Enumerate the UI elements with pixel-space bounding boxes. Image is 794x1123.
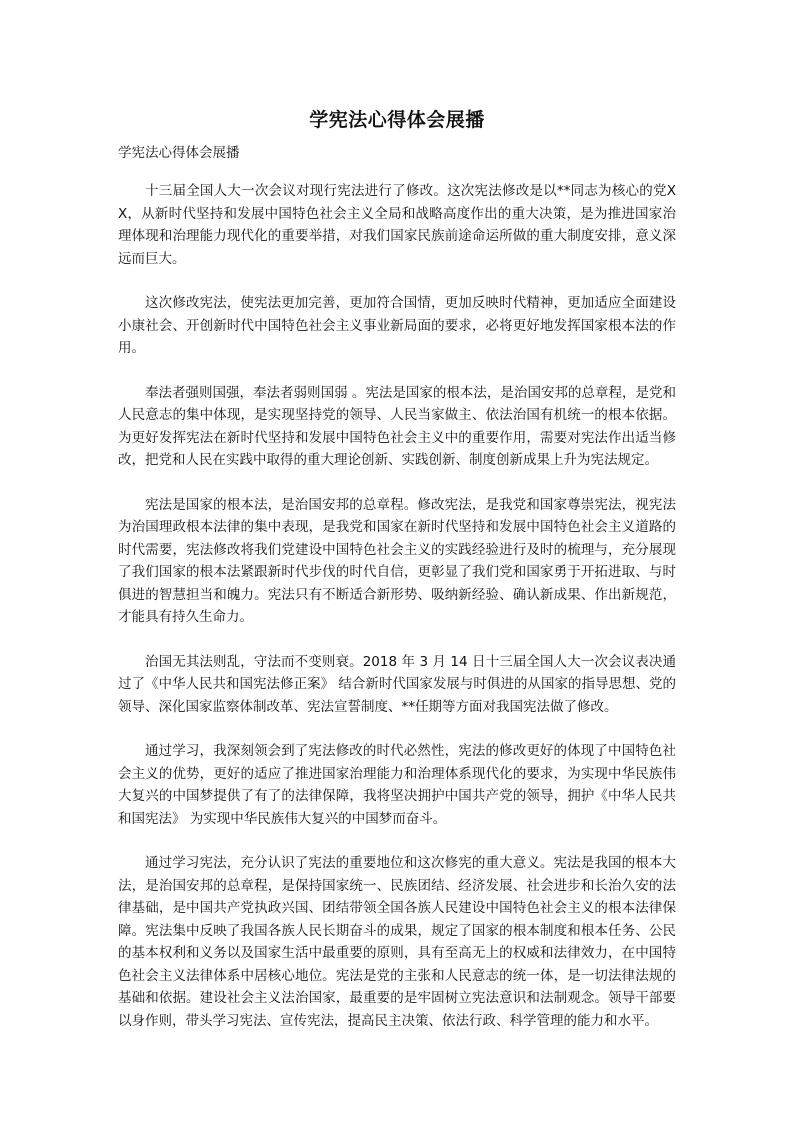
paragraph: 这次修改宪法，使宪法更加完善，更加符合国情，更加反映时代精神，更加适应全面建设小康社会、开创新时代中国特色社会主义事业新局面的要求，必将更好地发挥国家根本法的作用。	[118, 295, 676, 356]
document-page	[118, 0, 676, 1032]
document-title: 学宪法心得体会展播	[309, 109, 485, 131]
paragraph: 奉法者强则国强，奉法者弱则国弱 。宪法是国家的根本法，是治国安邦的总章程，是党和人民意志的集中体现，是实现坚持党的领导、人民当家做主、依法治国有机统一的根本依据。为更好发挥宪法在新时代坚持和发展中国特色社会主义中的重要作用，需要对宪法作出适当修改，把党和人民在实践中取得的重大理论创新、实践创新、制度创新成果上升为宪法规定。	[118, 384, 676, 468]
paragraph: 十三届全国人大一次会议对现行宪法进行了修改。这次宪法修改是以**同志为核心的党XX，从新时代坚持和发展中国特色社会主义全局和战略高度作出的重大决策，是为推进国家治理体现和治理能力现代化的重要举措，对我们国家民族前途命运所做的重大制度安排，意义深远而巨大。	[118, 183, 676, 267]
paragraph: 宪法是国家的根本法，是治国安邦的总章程。修改宪法，是我党和国家尊崇宪法，视宪法为治国理政根本法律的集中表现，是我党和国家在新时代坚持和发展中国特色社会主义道路的时代需要，宪法修改将我们党建设中国特色社会主义的实践经验进行及时的梳理与，充分展现了我们国家的根本法紧跟新时代步伐的时代自信，更彰显了我们党和国家勇于开拓进取、与时俱进的智慧担当和魄力。宪法只有不断适合新形势、吸纳新经验、确认新成果、作出新规范，才能具有持久生命力。	[118, 496, 676, 625]
paragraph: 治国无其法则乱，守法而不变则衰。2018 年 3 月 14 日十三届全国人大一次会议表决通过了《中华人民共和国宪法修正案》 结合新时代国家发展与时俱进的从国家的指导思想、党的领导、深化国家监察体制改革、宪法宣誓制度、**任期等方面对我国宪法做了修改。	[118, 653, 676, 715]
paragraph: 通过学习宪法，充分认识了宪法的重要地位和这次修宪的重大意义。宪法是我国的根本大法，是治国安邦的总章程，是保持国家统一、民族团结、经济发展、社会进步和长治久安的法律基础，是中国共产党执政兴国、团结带领全国各族人民建设中国特色社会主义的根本法律保障。宪法集中反映了我国各族人民长期奋斗的成果，规定了国家的根本制度和根本任务、公民的基本权利和义务以及国家生活中最重要的原则，具有至高无上的权威和法律效力，在中国特色社会主义法律体系中居核心地位。宪法是党的主张和人民意志的统一体，是一切法律法规的基础和依据。建设社会主义法治国家，最重要的是牢固树立宪法意识和法制观念。领导干部要以身作则，带头学习宪法、宣传宪法，提高民主决策、依法行政、科学管理的能力和水平。	[118, 855, 676, 1029]
paragraph: 通过学习，我深刻领会到了宪法修改的时代必然性，宪法的修改更好的体现了中国特色社会主义的优势，更好的适应了推进国家治理能力和治理体系现代化的要求，为实现中华民族伟大复兴的中国梦提供了有了的法律保障，我将坚决拥护中国共产党的领导，拥护《中华人民共和国宪法》 为实现中华民族伟大复兴的中国梦而奋斗。	[118, 743, 676, 827]
document-subtitle: 学宪法心得体会展播	[118, 145, 240, 161]
